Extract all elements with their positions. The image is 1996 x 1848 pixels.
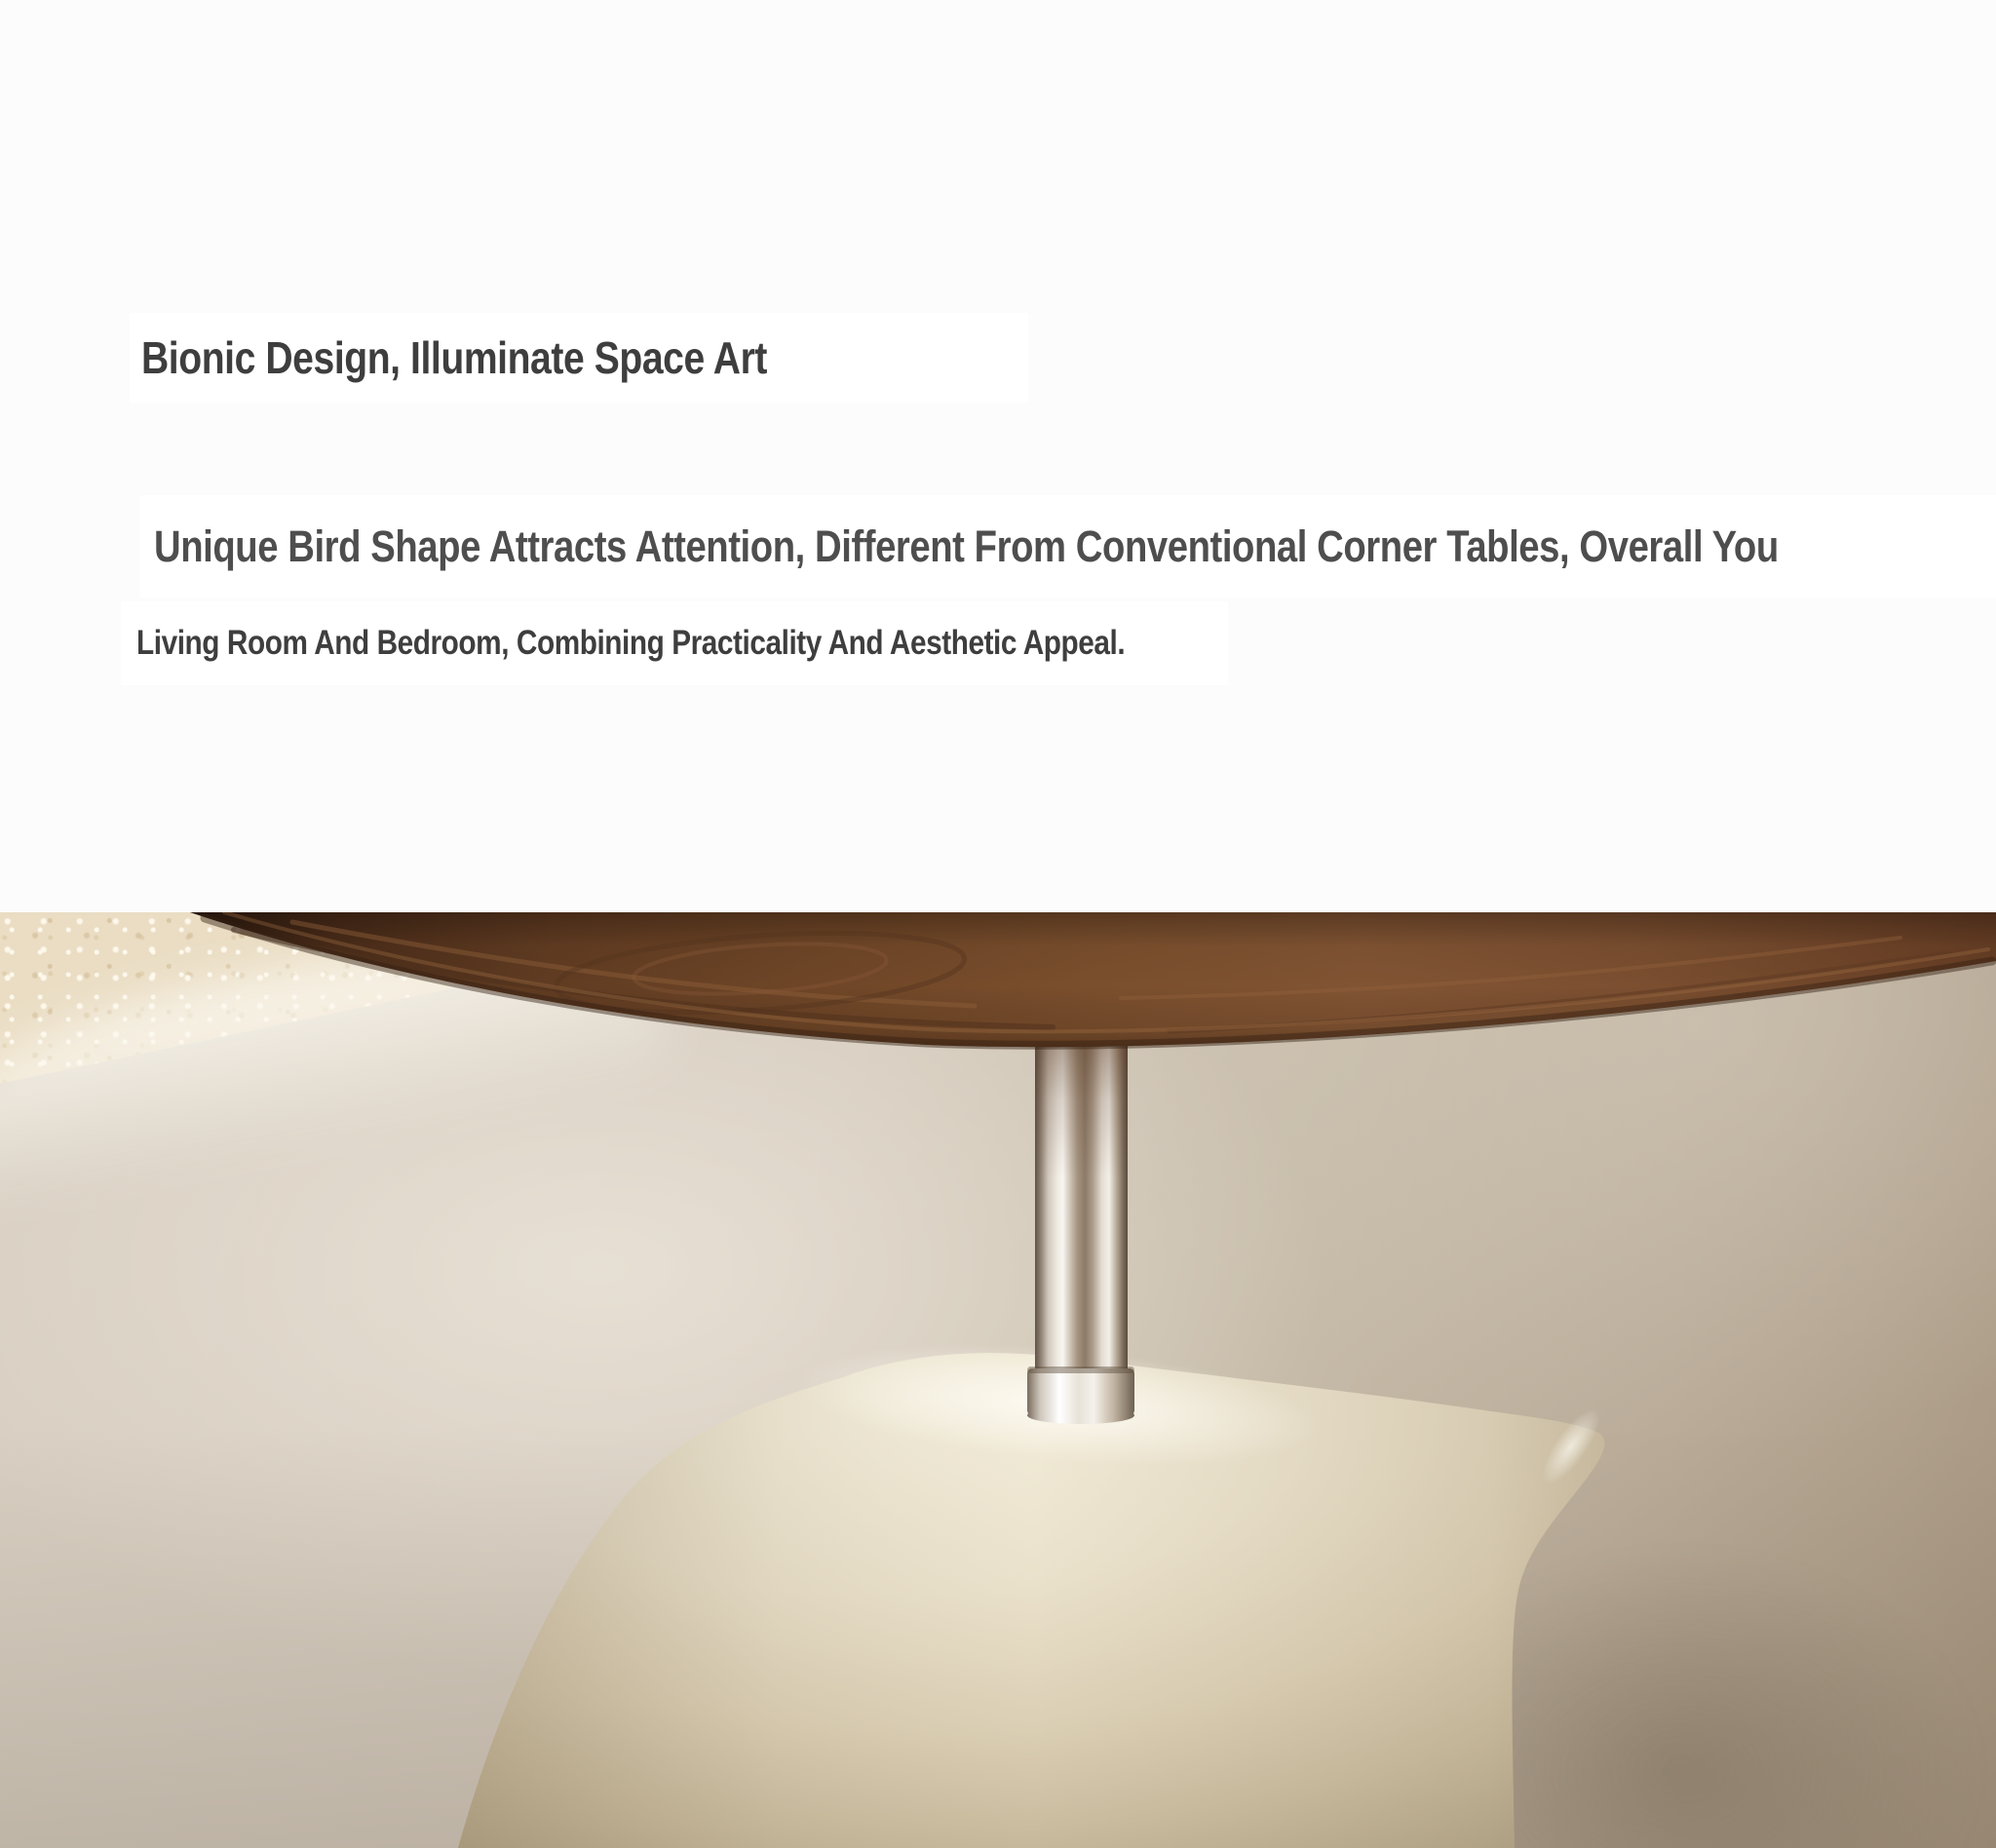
heading-secondary: Unique Bird Shape Attracts Attention, Different From Conventional Corner Tables, Overall You [154,521,1779,571]
product-photo [0,912,1996,1848]
heading-tertiary: Living Room And Bedroom, Combining Practicality And Aesthetic Appeal. [136,624,1126,662]
heading-secondary-box [140,495,1996,598]
table-illustration [0,912,1996,1848]
table-leg-chrome [1027,1021,1134,1424]
heading-primary-box [130,313,1028,403]
heading-primary: Bionic Design, Illuminate Space Art [141,332,768,383]
table-top-wood [190,912,1996,1047]
heading-tertiary-box [121,601,1228,685]
